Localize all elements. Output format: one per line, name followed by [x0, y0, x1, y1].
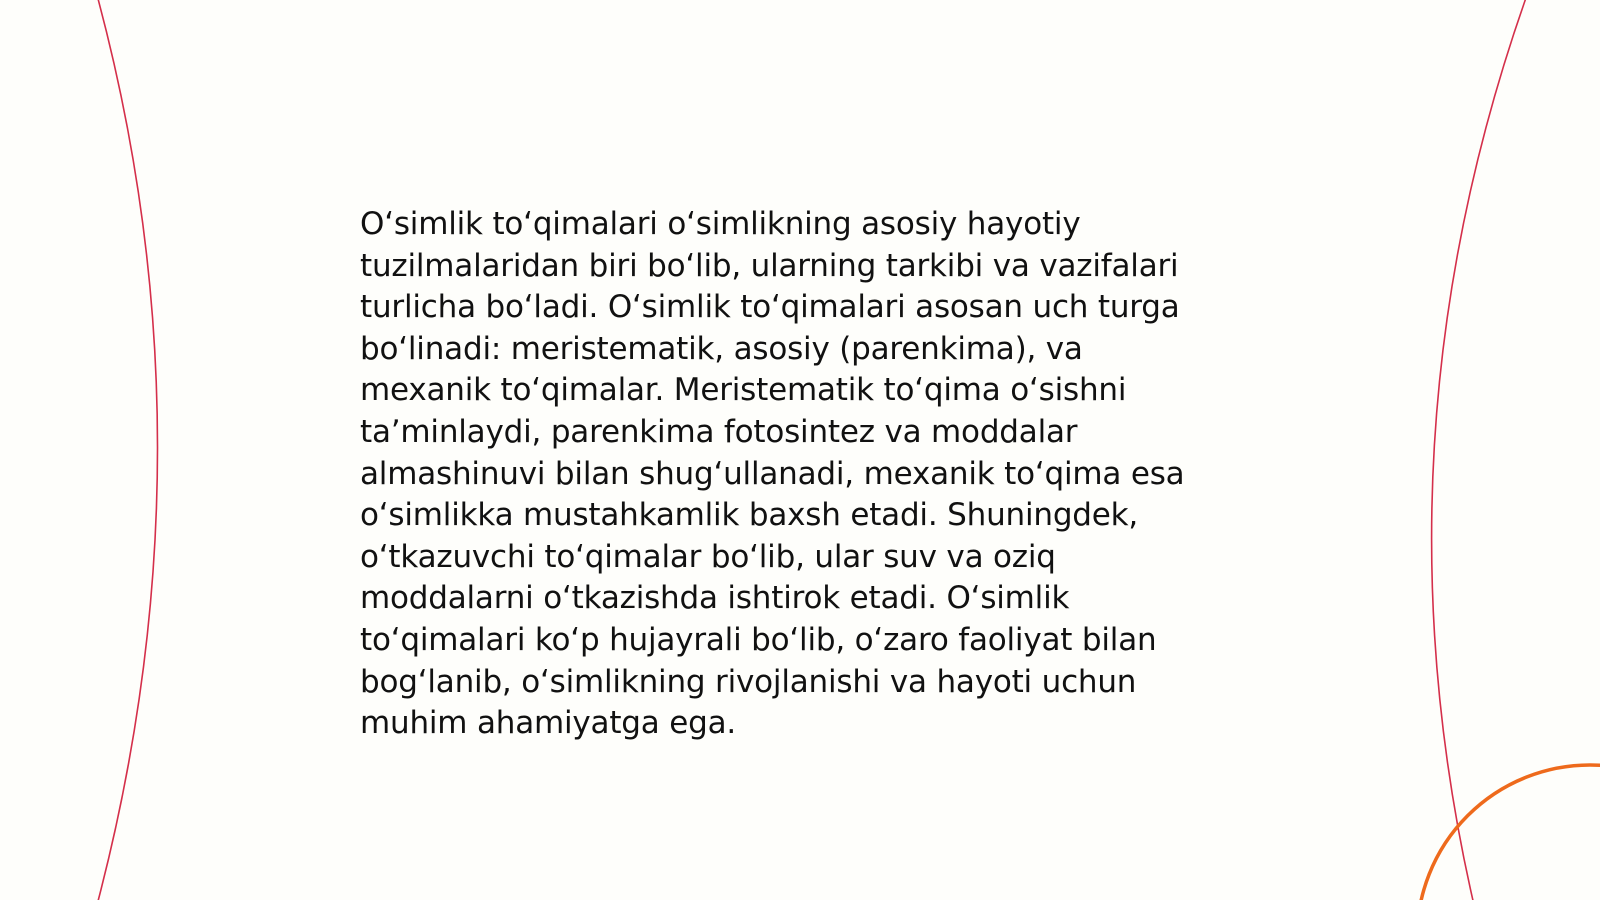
body-paragraph: O‘simlik to‘qimalari o‘simlikning asosiy hayotiy tuzilmalaridan biri bo‘lib, ularning tarkibi va vazifalari turlicha bo‘ladi. O‘simlik to‘qimalari asosan uch turga bo‘linadi: meristematik, asosiy (parenkima), va mexanik to‘qimalar. Meristematik to‘qima o‘sishni ta’minlaydi, parenkima fotosintez va moddalar almashinuvi bilan shug‘ullanadi, mexanik to‘qima esa o‘simlikka mustahkamlik baxsh etadi. Shuningdek, o‘tkazuvchi to‘qimalar bo‘lib, ular suv va oziq moddalarni o‘tkazishda ishtirok etadi. O‘simlik to‘qimalari ko‘p hujayrali bo‘lib, o‘zaro faoliyat bilan bog‘lanib, o‘simlikning rivojlanishi va hayoti uchun muhim ahamiyatga ega.: [360, 206, 1185, 742]
left-curve-line: [97, 0, 158, 900]
right-curve-line: [1432, 0, 1527, 900]
orange-arc: [1417, 765, 1600, 900]
